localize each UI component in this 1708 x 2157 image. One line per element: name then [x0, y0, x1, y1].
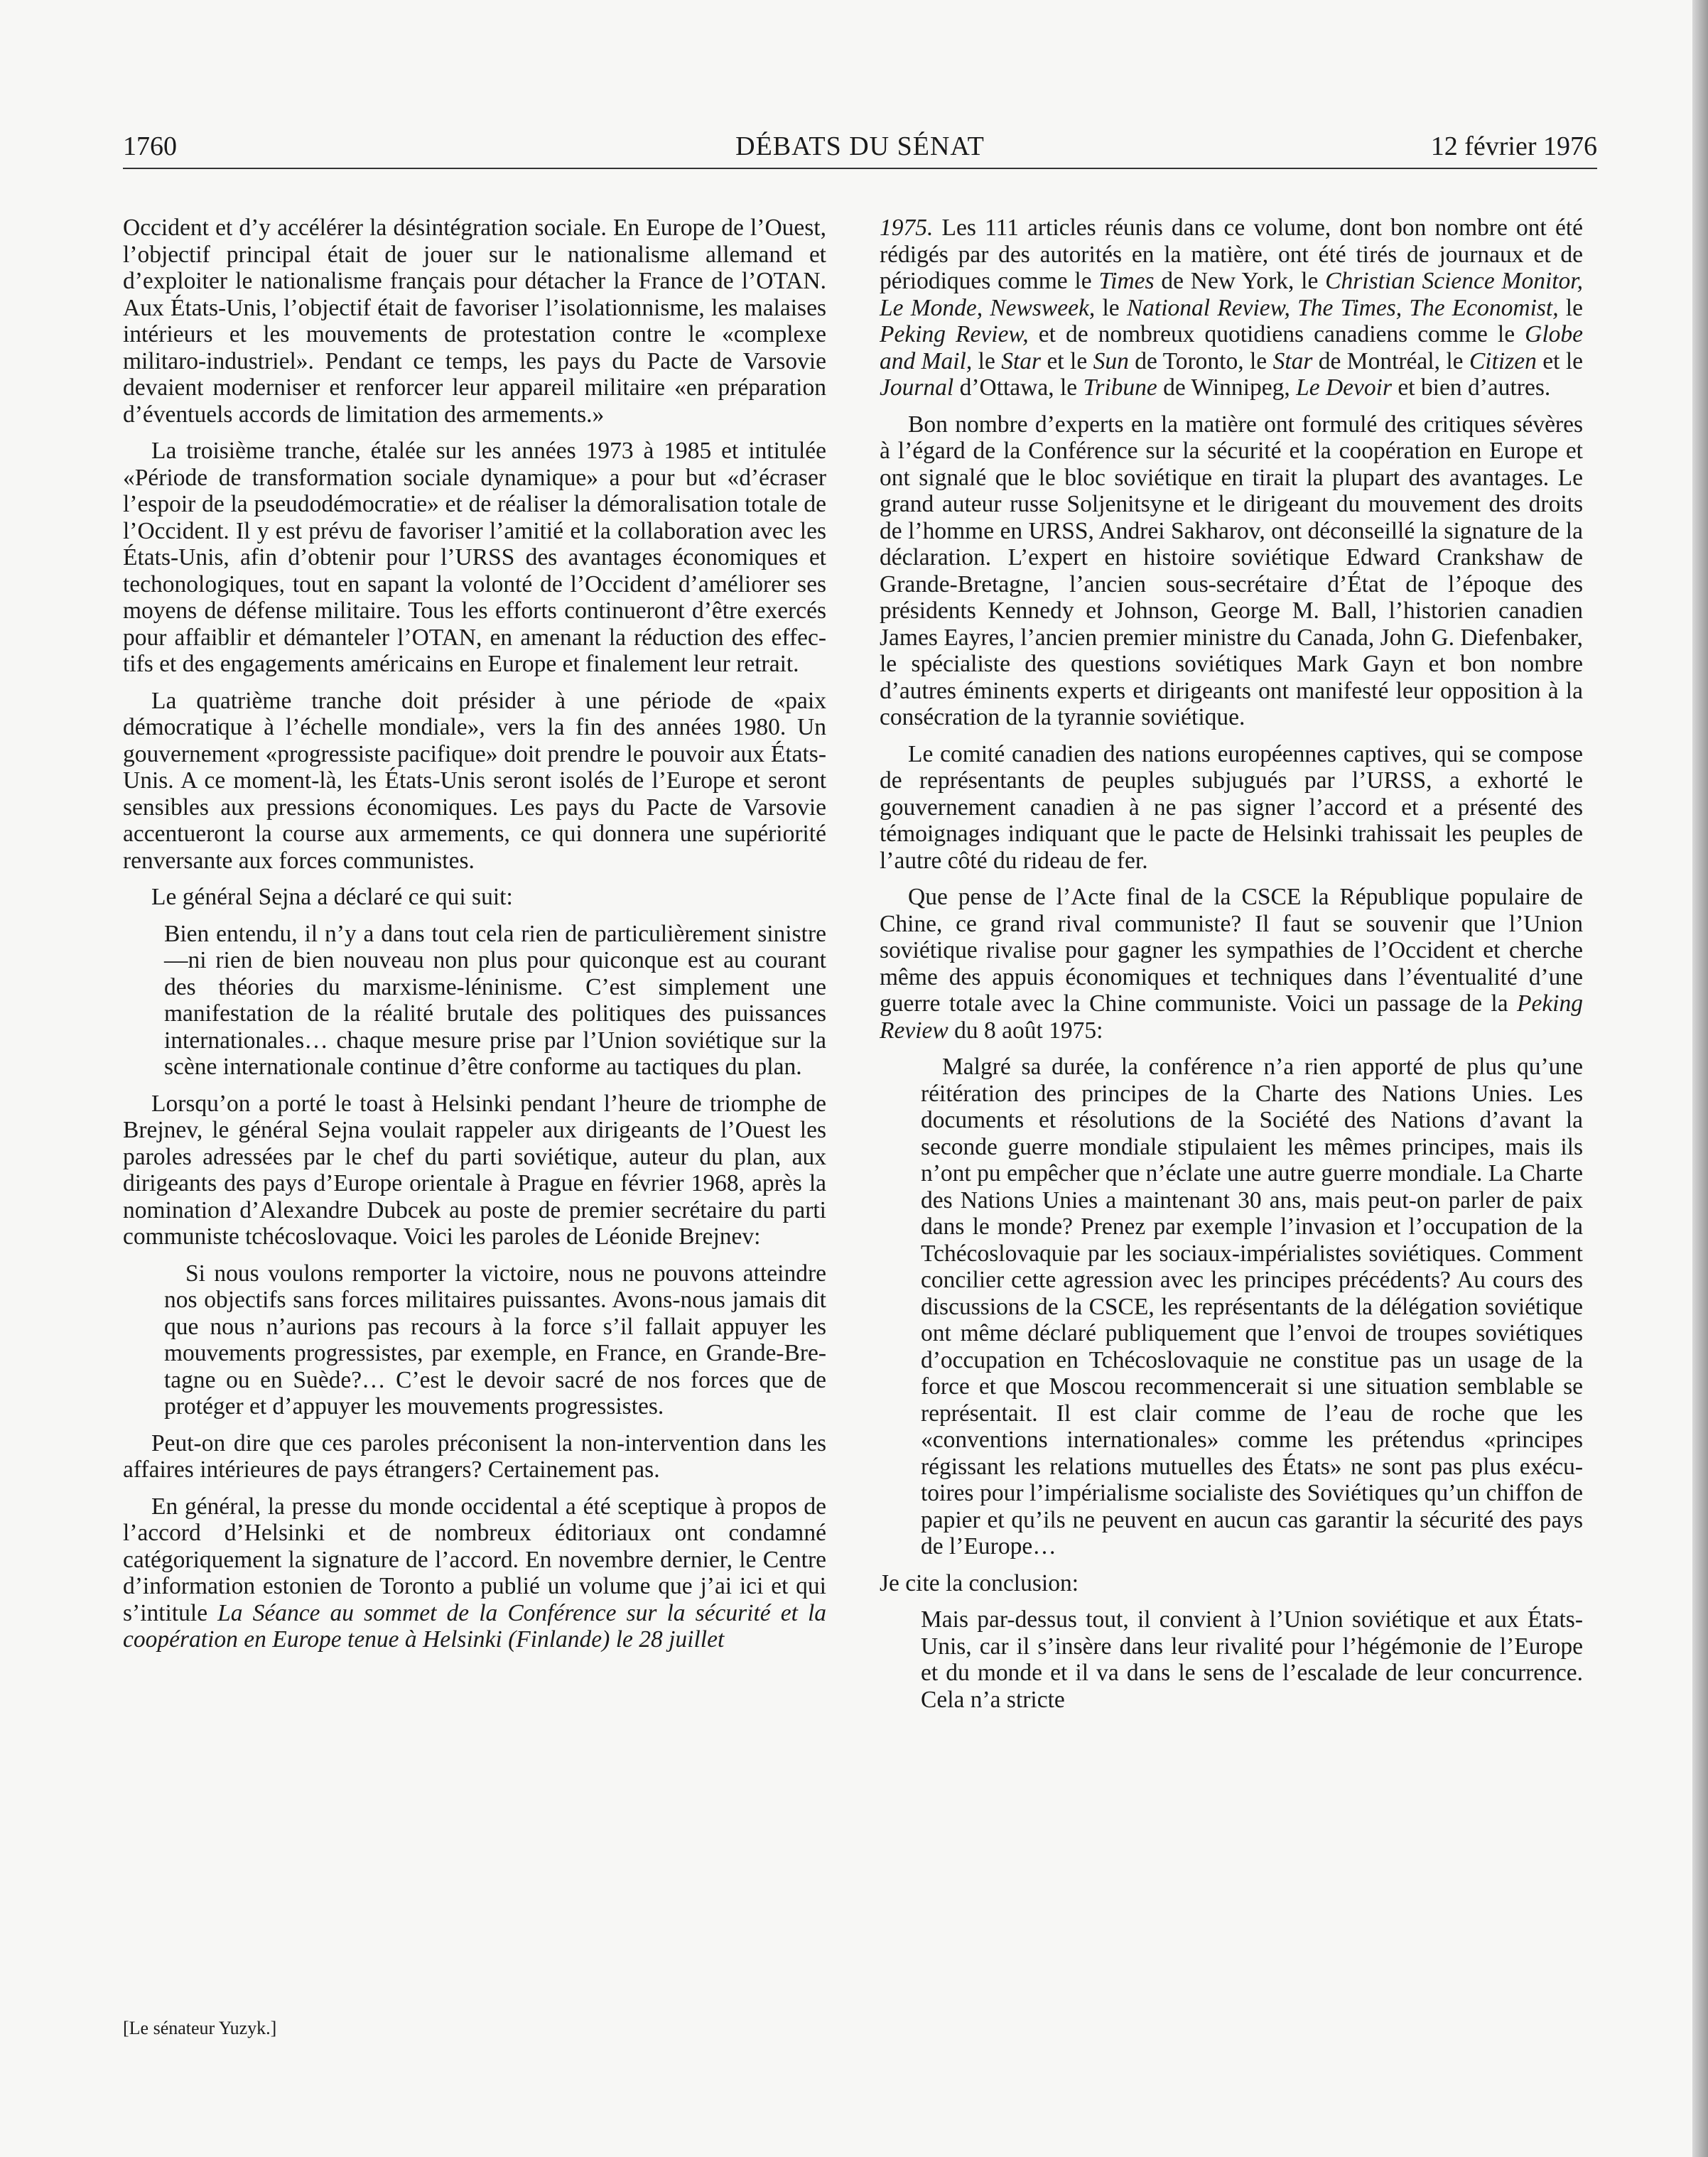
text: et le — [1536, 347, 1583, 374]
text: et de nombreux quotidiens canadiens comme le — [1028, 321, 1525, 347]
publication-name: Journal — [880, 374, 954, 401]
page-header — [123, 125, 1597, 166]
text: de New York, le — [1154, 268, 1326, 294]
paragraph-text: En général, la presse du monde occidental a été sceptique à propos de l’accord d’Helsinki et de nombreux éditoriaux ont condamné catégoriquement la signature de l’accord. En novembre dernier, le Centre d’information estonien de Toronto a publié un volume que j’ai ici et qui s’intitule — [123, 1493, 826, 1626]
text: Les 111 articles réunis dans ce volume, dont bon nombre ont été rédigés par des autorités en la matière, ont été tirés de journaux et de périodiques comme le — [880, 215, 1583, 294]
block-quote: Mais par-dessus tout, il convient à l’Union soviétique et aux États-Unis, car il s’insère dans leur rivalité pour l’hégémonie de l’Europe et du monde et il va dans le sens de l’escalade de leur concurrence. Cela n’a stricte — [921, 1606, 1583, 1713]
text: et bien d’autres. — [1391, 374, 1551, 401]
publication-title: DÉBATS DU SÉNAT — [735, 131, 985, 161]
publication-name: Star — [1272, 347, 1313, 374]
text: et le — [1041, 347, 1093, 374]
publication-name: Times — [1098, 268, 1155, 294]
paragraph — [880, 884, 1583, 1044]
publication-name: Christian Science Monitor, Le Monde, Newsweek, — [880, 268, 1584, 321]
paragraph: Je cite la conclusion: — [880, 1569, 1079, 1596]
book-title: La Séance au sommet de la Conférence sur la sécurité et la coopération en Europe tenue à Helsinki (Finlande) le 28 juillet — [123, 1599, 826, 1653]
paragraph: La quatrième tranche doit présider à une période de «paix démocratique à l’échelle mondiale», vers la fin des années 1980. Un gouvernement «progressiste pacifique» doit prendre le pouvoir aux États-Unis. A ce moment-là, les États-Unis seront isolés de l’Europe et seront sensibles aux pressions économiques. Les pays du Pacte de Varsovie accentueront la course aux armements, ce qui donnera une supériorité renversante aux forces communistes. — [123, 687, 826, 874]
paragraph: Occident et d’y accélérer la désintégration sociale. En Europe de l’Ouest, l’objectif principal était de jouer sur le nationalisme allemand et d’exploiter le nationalisme français pour détacher la France de l’OTAN. Aux États-Unis, l’objectif était de favoriser l’isolationnisme, les malaises intérieurs et les mouvements de protestation contre le «complexe militaro-industriel». Pendant ce temps, les pays du Pacte de Varsovie devaient moderniser et renforcer leur appareil militaire «en préparation d’éventuels accords de limitation des armements.» — [123, 215, 826, 428]
paragraph: Lorsqu’on a porté le toast à Helsinki pendant l’heure de triomphe de Brejnev, le général Sejna voulait rappeler aux dirigeants de l’Ouest les paroles adressées par le chef du parti soviétique, auteur du plan, aux dirigeants des pays d’Europe orientale à Prague en février 1968, après la nomination d’Alexandre Dubcek au poste de premier secrétaire du parti communiste tchécoslovaque. Voici les paroles de Léonide Brejnev: — [123, 1090, 826, 1250]
text: de Montréal, le — [1312, 347, 1469, 374]
paragraph: Peut-on dire que ces paroles préconisent la non-intervention dans les affaires intérieures de pays étrangers? Certainement pas. — [123, 1429, 826, 1483]
header-rule — [123, 168, 1597, 169]
text: Que pense de l’Acte final de la CSCE la République populaire de Chine, ce grand rival communiste? Il faut se souvenir que l’Union soviétique rivalise pour gagner les sympathies de l’Occident et cherche même des appuis économiques et techniques dans l’éventualité d’une guerre totale avec la Chine communiste. Voici un passage de la — [880, 884, 1583, 1017]
paragraph: Bon nombre d’experts en la matière ont formulé des critiques sévères à l’égard de la Conférence sur la sécurité et la coopération en Europe et ont signalé que le bloc soviétique en tirait la plupart des avantages. Le grand auteur russe Soljenitsyne et le dirigeant du mouvement des droits de l’homme en URSS, Andrei Sakharov, ont déconseillé la signature de la déclaration. L’expert en histoire soviétique Edward Crankshaw de Grande-Bretagne, l’ancien sous-secrétaire d’État de l’époque des présidents Kennedy et Johnson, George M. Ball, l’historien canadien James Eayres, l’ancien premier ministre du Canada, John G. Diefenbaker, le spécialiste des questions soviétiques Mark Gayn et bon nombre d’autres éminents experts et dirigeants ont manifesté leur opposition à la consécration de la tyrannie soviétique. — [880, 411, 1583, 730]
block-quote: Malgré sa durée, la conférence n’a rien apporté de plus qu’une réitération des principes de la Charte des Nations Unies. Les documents et résolutions de la Société des Nations d’avant la seconde guerre mondiale stipulaient les mêmes principes, mais ils n’ont pu empêcher que n’éclate une autre guerre mondiale. La Charte des Nations Unies a maintenant 30 ans, mais peut-on parler de paix dans le monde? Prenez par exemple l’invasion et l’occupation de la Tchécoslovaquie par les sociaux-impérialistes soviétiques. Comment concilier cette agression avec les principes précédents? Au cours des discussions de la CSCE, les représentants de la délégation soviétique ont même déclaré publiquement que l’envoi de troupes soviétiques d’occupation en Tchécoslovaquie ne constitue pas un usage de la force et que Moscou recommencerait si une situation semblable se représentait. Il est clair comme de l’eau de roche que les «conventions internationales» comme les prétendus «principes régissant les relations mutuelles des États» ne sont pas plus exécutoires pour l’impérialisme socialiste des Soviétiques qu’un chiffon de papier et qu’ils ne peuvent en aucun cas garantir la sécurité des pays de l’Europe… — [921, 1054, 1583, 1559]
publication-name: Peking Review, — [880, 321, 1029, 347]
text: d’Ottawa, le — [953, 374, 1083, 401]
text: du 8 août 1975: — [948, 1017, 1103, 1044]
text: le — [1095, 294, 1127, 321]
publication-name: Tribune — [1083, 374, 1157, 401]
publication-name: Sun — [1093, 347, 1129, 374]
publication-name: Citizen — [1469, 347, 1537, 374]
page-number: 1760 — [123, 131, 177, 161]
text: de Winnipeg, — [1157, 374, 1297, 401]
text: le — [1558, 294, 1583, 321]
year-italic: 1975. — [880, 215, 934, 241]
page-edge-shadow — [1692, 0, 1708, 2157]
text: le — [972, 347, 1002, 374]
block-quote: Bien entendu, il n’y a dans tout cela rien de particulièrement sinistre—ni rien de bien nouveau non plus pour quiconque est au courant des théories du marxisme-léninisme. C’est simplement une manifestation de la réalité brutale des politiques des puissances internationales… chaque mesure prise par l’Union soviétique sur la scène internationale continue d’être conforme au tactiques du plan. — [164, 920, 826, 1080]
right-column — [880, 215, 1583, 1723]
publication-name: Globe and Mail, — [880, 321, 1583, 374]
block-quote: Si nous voulons remporter la victoire, nous ne pouvons atteindre nos objectifs sans forces militaires puissantes. Avons-nous jamais dit que nous n’aurions pas recours à la force s’il fallait appuyer les mouvements progressistes, par exemple, en France, en Grande-Bretagne ou en Suède?… C’est le devoir sacré de nos forces que de protéger et d’appuyer les mouvements progressistes. — [164, 1260, 826, 1420]
publication-name: National Review, The Times, The Economist, — [1126, 294, 1559, 321]
publication-name: Star — [1001, 347, 1042, 374]
left-column — [123, 215, 826, 1663]
page-date: 12 février 1976 — [1430, 131, 1597, 161]
paragraph: La troisième tranche, étalée sur les années 1973 à 1985 et intitulée «Période de transformation sociale dynamique» a pour but «d’écraser l’espoir de la pseudodémocratie» et de réaliser la démoralisation totale de l’Occident. Il y est prévu de favoriser l’amitié et la collaboration avec les États-Unis, afin d’obtenir pour l’URSS des avantages économiques et techonologiques, tout en sapant la volonté de l’Occident d’améliorer ses moyens de défense militaire. Tous les efforts continueront d’être exercés pour affaiblir et démanteler l’OTAN, en amenant la réduction des effectifs et des engagements américains en Europe et finalement leur retrait. — [123, 438, 826, 677]
speaker-attribution: [Le sénateur Yuzyk.] — [123, 2018, 277, 2038]
paragraph — [880, 215, 1583, 401]
text: de Toronto, le — [1128, 347, 1273, 374]
publication-name: Peking Review — [880, 990, 1583, 1044]
paragraph: Le général Sejna a déclaré ce qui suit: — [151, 884, 513, 910]
publication-name: Le Devoir — [1296, 374, 1392, 401]
paragraph: Le comité canadien des nations européennes captives, qui se compose de représentants de peuples subjugués par l’URSS, a exhorté le gouvernement canadien à ne pas signer l’accord et a présenté des témoignages indiquant que le pacte de Helsinki trahissait les peuples de l’autre côté du rideau de fer. — [880, 740, 1583, 874]
paragraph — [123, 1493, 826, 1653]
